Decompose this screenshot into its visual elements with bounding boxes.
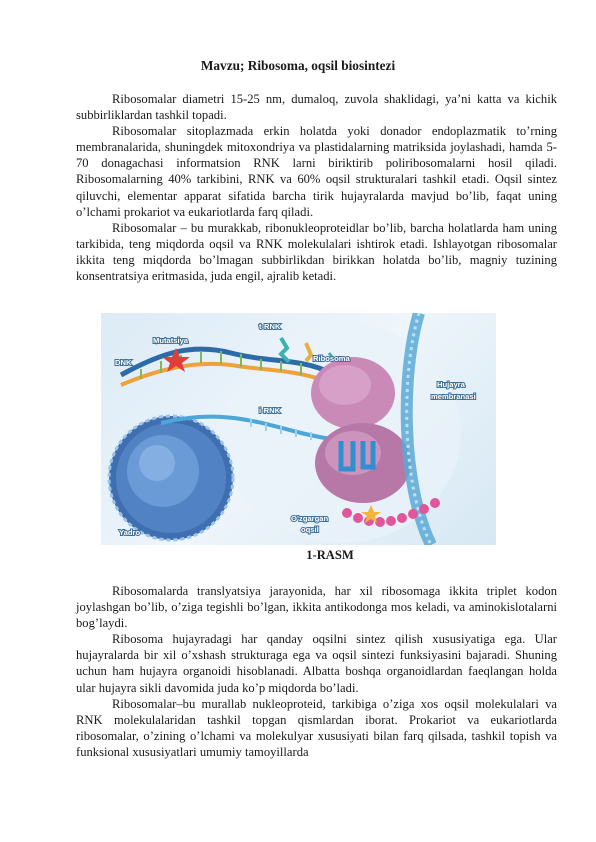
label-mrna: i-RNK (259, 406, 281, 415)
paragraph: Ribosomalar diametri 15-25 nm, dumaloq, zuvola shaklidagi, ya’ni katta va kichik subbirliklardan tashkil topadi. (76, 92, 557, 123)
paragraph: Ribosomalar – bu murakkab, ribonukleoproteidlar bo’lib, barcha holatlarda ham uning tarkibida, teng miqdorda oqsil va RNK molekulalari ishtirok etadi. Ishlayotgan ribosomalar ikkita teng miqdorda bo’lmagan subbirlikdan birikkan holatda bo’lib, magniy tuzining konsentratsiya eritmasida, juda engil, ajralib ketadi. (76, 220, 557, 284)
label-protein-line1: O’zgargan (291, 514, 329, 523)
paragraph: Ribosomalar–bu murallab nukleoproteid, tarkibiga o’ziga xos oqsil molekulalari va RNK molekulalaridan tashkil topgan qismlardan iborat. Prokariot va eukariotlarda ribosomalar, o’zining o’lchami va molekulyar xususiyati bilan farq qilsada, tashkil topish va funksional xususiyatlari umumiy tamoyillarda (76, 696, 557, 759)
label-trna: t-RNK (259, 322, 281, 331)
label-ribosome: Ribosoma (313, 354, 350, 363)
page-title: Mavzu; Ribosoma, oqsil biosintezi (200, 58, 396, 73)
label-dna: DNK (115, 358, 132, 367)
ribosome-illustration (101, 313, 496, 545)
label-nucleus: Yadro (119, 528, 141, 537)
label-membrane-line2: membranasi (431, 392, 476, 401)
paragraph: Ribosomalarda translyatsiya jarayonida, har xil ribosomaga ikkita triplet kodon joylashgan bo’lib, o’ziga tegishli bo’lgan, ikkita antikodonga mos keladi, va aminokislotalarni bog’laydi. (76, 584, 557, 631)
paragraph: Ribosomalar sitoplazmada erkin holatda yoki donador endoplazmatik to’rning membranalarida, shuningdek mitoxondriya va plastidalarning matriksida joylashadi, hamda 5-70 donagachasi informatsion RNK larni biriktirib poliribosomalarni hosil qiladi. Ribosomalarning 40% tarkibini, RNK va 60% oqsil strukturalari tashkil etadi. Oqsil sintez qiluvchi, elementar apparat sifatida barcha tirik hujayralarda mavjud bo’lib, faqat uning o’lchami prokariot va eukariotlarda farq qiladi. (76, 124, 557, 219)
bottom-text-block (76, 583, 557, 760)
ribosome-figure (101, 313, 496, 545)
label-mutation: Mutatsiya (153, 336, 189, 345)
figure-caption: 1-RASM (306, 548, 354, 562)
top-text-block (76, 91, 557, 284)
label-protein-line2: oqsil (301, 525, 319, 534)
label-membrane-line1: Hujayra (437, 380, 465, 389)
paragraph: Ribosoma hujayradagi har qanday oqsilni sintez qilish xususiyatiga ega. Ular hujayralarda bir xil o’xshash strukturaga ega va oqsil sintezi funksiyasini bajaradi. Shuning uchun ham hujayra organoidi hisoblanadi. Albatta boshqa organoidlardan faeqlangan holda ular hujayra sikli davomida juda ko’p miqdorda bo’ladi. (76, 632, 557, 695)
